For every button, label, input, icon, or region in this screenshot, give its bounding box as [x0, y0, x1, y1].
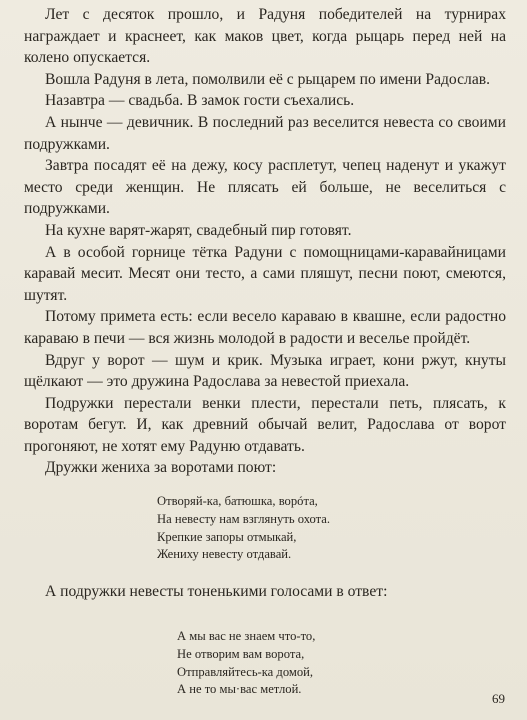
paragraph: Вдруг у ворот — шум и крик. Музыка играет, кони ржут, кнуты щёлкают — это дружина Радослава за невестой приехала. [24, 351, 506, 391]
paragraph: Подружки перестали венки плести, перестали петь, плясать, к воротам бегут. И, как древний обычай велит, Радослава от ворот прогоняют, не хотят ему Радуню отдавать. [24, 394, 506, 455]
paragraph: А нынче — девичник. В последний раз веселится невеста со своими подружками. [24, 113, 506, 153]
verse-line: Отворяй-ка, батюшка, ворóта, [157, 494, 318, 508]
paragraph-bridesmaids-answer: А подружки невесты тоненькими голосами в ответ: [45, 583, 388, 600]
verse-line: А не то мы·вас метлой. [177, 682, 302, 697]
paragraph: Дружки жениха за воротами поют: [45, 459, 277, 477]
paragraph: Назавтра — свадьба. В замок гости съехались. [45, 92, 355, 110]
verse-line: Жениху невесту отдавай. [157, 547, 292, 562]
verse-line: Крепкие запоры отмыкай, [157, 529, 297, 544]
verse-line: Отправляйтесь-ка домой, [177, 664, 314, 679]
paragraph: На кухне варят-жарят, свадебный пир готовят. [45, 221, 352, 239]
paragraph: Лет с десяток прошло, и Радуня победителей на турнирах награждает и краснеет, как маков цвет, когда рыцарь перед ней на колено опускается. [24, 6, 506, 67]
verse-line: На невесту нам взглянуть охота. [157, 511, 331, 526]
verse-bridesmaids [177, 628, 315, 699]
verse-line: Не отворим вам ворота, [177, 646, 305, 661]
verse-line: А мы вас не знаем что-то, [177, 629, 316, 643]
paragraph: Вошла Радуня в лета, помолвили её с рыцарем по имени Радослав. [45, 70, 491, 88]
verse-grooms-men [157, 493, 330, 564]
page-number: 69 [492, 691, 505, 706]
paragraph: Потому примета есть: если весело караваю в квашне, если радостно караваю в печи — вся жизнь молодой в радости и веселье пройдёт. [24, 308, 506, 347]
paragraph: Завтра посадят её на дежу, косу расплетут, чепец наденут и укажут место среди женщин. Не плясать ей больше, не веселиться с подружками. [24, 157, 506, 218]
prose-body [24, 4, 506, 479]
paragraph: А в особой горнице тётка Радуни с помощницами-каравайницами каравай месит. Месят они тесто, а сами пляшут, песни поют, смеются, шутят. [24, 243, 506, 304]
